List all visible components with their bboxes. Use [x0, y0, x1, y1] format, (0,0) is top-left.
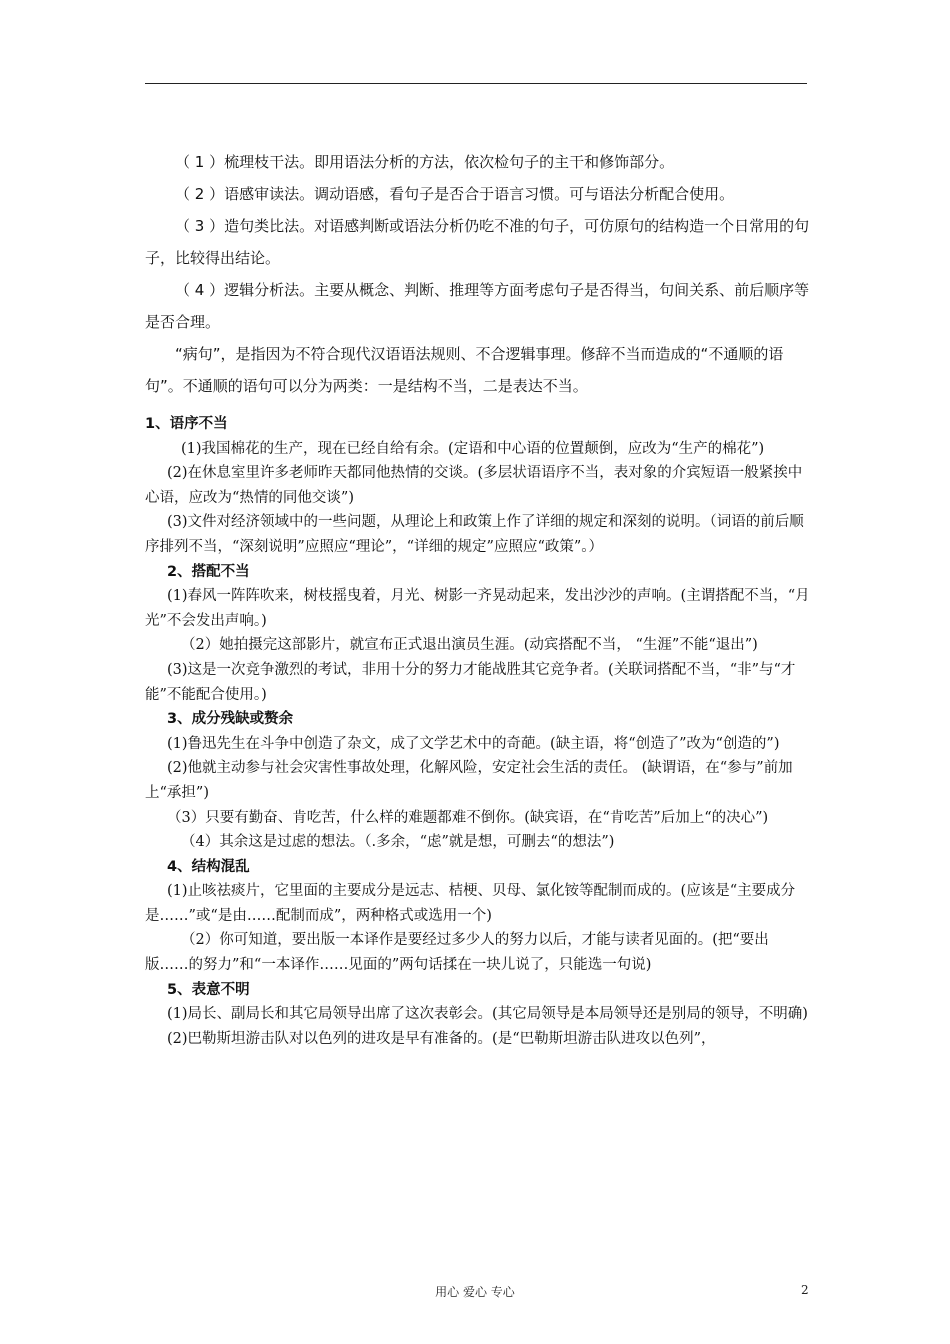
- section-2-item-2: （2）她拍摄完这部影片，就宣布正式退出演员生涯。(动宾搭配不当， “生涯”不能“退出”): [181, 637, 758, 654]
- section-1-item-1: (1)我国棉花的生产，现在已经自给有余。(定语和中心语的位置颠倒，应改为“生产的棉花”): [181, 440, 765, 457]
- section-4-item-1: (1)止咳祛痰片，它里面的主要成分是远志、桔梗、贝母、氯化铵等配制而成的。(应该是“主要成分是……”或“是由……配制而成”，两种格式或选用一个): [145, 883, 796, 924]
- section-2-item-1: (1)春风一阵阵吹来，树枝摇曳着，月光、树影一齐晃动起来，发出沙沙的声响。(主谓搭配不当，“月光”不会发出声响。): [145, 588, 810, 629]
- method-4: （ 4 ）逻辑分析法。主要从概念、判断、推理等方面考虑句子是否得当，句间关系、前后顺序等是否合理。: [145, 281, 810, 331]
- section-heading-5: 5、表意不明: [167, 981, 250, 998]
- section-5-item-1: (1)局长、副局长和其它局领导出席了这次表彰会。(其它局领导是本局领导还是别局的领导，不明确): [167, 1006, 808, 1023]
- section-1-item-3: (3)文件对经济领域中的一些问题，从理论上和政策上作了详细的规定和深刻的说明。（词语的前后顺序排列不当，“深刻说明”应照应“理论”，“详细的规定”应照应“政策”。）: [145, 514, 804, 555]
- page-footer: 用心 爱心 专心: [435, 1285, 515, 1299]
- section-3-item-3: （3）只要有勤奋、肯吃苦，什么样的难题都难不倒你。(缺宾语，在“肯吃苦”后加上“的决心”): [167, 809, 769, 826]
- page-number: 2: [801, 1283, 809, 1297]
- section-3-item-4: （4）其余这是过虑的想法。（.多余，“虑”就是想，可删去“的想法”): [181, 834, 615, 851]
- section-4-item-2: （2）你可知道，要出版一本译作是要经过多少人的努力以后，才能与读者见面的。(把“要出版……的努力”和“一本译作……见面的”两句话揉在一块儿说了，只能选一句说): [145, 932, 769, 974]
- section-heading-4: 4、结构混乱: [167, 858, 250, 875]
- sections-block: [145, 412, 810, 1051]
- section-2-item-3: (3)这是一次竞争激烈的考试，非用十分的努力才能战胜其它竞争者。(关联词搭配不当，“非”与“才能”不能配合使用。): [145, 661, 796, 703]
- section-heading-2: 2、搭配不当: [167, 563, 250, 580]
- section-3-item-1: (1)鲁迅先生在斗争中创造了杂文，成了文学艺术中的奇葩。(缺主语，将“创造了”改为“创造的”): [167, 735, 780, 752]
- methods-block: [145, 146, 810, 402]
- section-heading-1: 1、语序不当: [145, 416, 228, 432]
- method-3: （ 3 ）造句类比法。对语感判断或语法分析仍吃不准的句子，可仿原句的结构造一个日常用的句子，比较得出结论。: [145, 217, 810, 267]
- header-rule: [145, 83, 807, 84]
- method-2: （ 2 ）语感审读法。调动语感，看句子是否合于语言习惯。可与语法分析配合使用。: [175, 185, 735, 203]
- section-heading-3: 3、成分残缺或赘余: [167, 711, 294, 728]
- bing-ju-definition: “病句”，是指因为不符合现代汉语语法规则、不合逻辑事理。修辞不当而造成的“不通顺的语句”。不通顺的语句可以分为两类：一是结构不当，二是表达不当。: [145, 345, 784, 395]
- method-1: （ 1 ）梳理枝干法。即用语法分析的方法，依次检句子的主干和修饰部分。: [175, 153, 675, 171]
- section-1-item-2: (2)在休息室里许多老师昨天都同他热情的交谈。(多层状语语序不当，表对象的介宾短语一般紧挨中心语，应改为“热情的同他交谈”): [145, 465, 803, 506]
- section-5-item-2: (2)巴勒斯坦游击队对以色列的进攻是早有准备的。(是“巴勒斯坦游击队进攻以色列”，: [167, 1030, 716, 1047]
- section-3-item-2: (2)他就主动参与社会灾害性事故处理，化解风险，安定社会生活的责任。 (缺谓语，在“参与”前加上“承担”): [145, 760, 793, 801]
